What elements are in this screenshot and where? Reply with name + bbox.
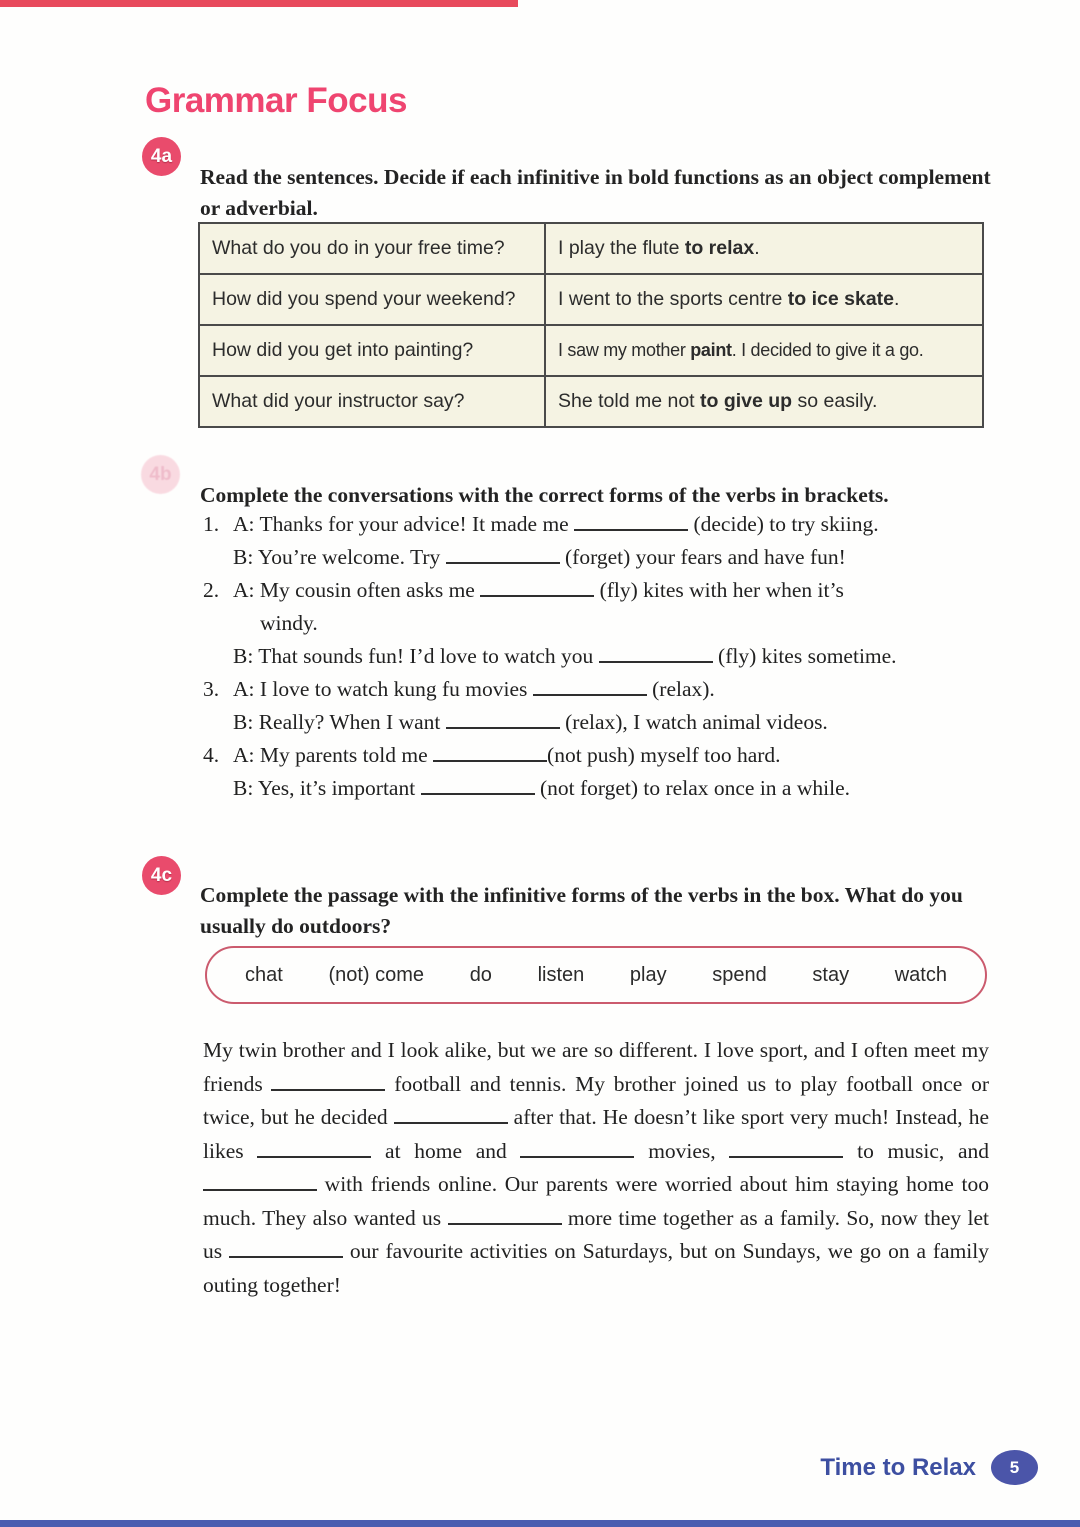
word-box-item: watch <box>894 963 947 986</box>
table-row <box>199 376 983 427</box>
word-box-item: stay <box>812 963 850 986</box>
fill-in-passage: My twin brother and I look alike, but we are so different. I love sport, and I often meet my friends football and tennis. My brother joined us to play football once or twice, but he decided after that. He doesn’t like sport very much! Instead, he likes at home and movies, to music, and with friends online. Our parents were worried about him staying home too much. They also wanted us more time together as a family. So, now they let us our favourite activities on Saturdays, but on Sundays, we go on a family outing together! <box>203 1038 990 1297</box>
section-4c-instruction: Complete the passage with the infinitive forms of the verbs in the box. What do you usually do outdoors? <box>200 882 963 938</box>
dialogue-item <box>203 508 993 574</box>
fill-in-blank[interactable] <box>257 1141 371 1158</box>
word-box-item: do <box>469 963 492 986</box>
dialogue-line: A: Thanks for your advice! It made me (decide) to try skiing. <box>233 512 879 536</box>
word-box-item: play <box>629 963 667 986</box>
page-number-badge: 5 <box>991 1450 1038 1485</box>
conversation-exercise <box>203 508 993 805</box>
dialogue-line: B: Yes, it’s important (not forget) to relax once in a while. <box>233 776 850 800</box>
item-number: 2. <box>203 578 220 602</box>
top-edge-red-bar <box>0 0 518 7</box>
bottom-edge-blue-bar <box>0 1520 1080 1527</box>
word-box-item: spend <box>712 963 767 986</box>
table-row <box>199 223 983 274</box>
item-number: 3. <box>203 677 220 701</box>
dialogue-line-continuation: windy. <box>260 611 318 635</box>
unit-title: Time to Relax <box>820 1453 976 1481</box>
example-sentences-table <box>198 222 984 428</box>
fill-in-blank[interactable] <box>446 712 560 729</box>
dialogue-item <box>203 574 993 673</box>
answer-cell: I play the flute to relax. <box>545 223 983 274</box>
table-row <box>199 325 983 376</box>
dialogue-line: A: I love to watch kung fu movies (relax). <box>233 677 715 701</box>
dialogue-line: B: Really? When I want (relax), I watch animal videos. <box>233 710 828 734</box>
fill-in-blank[interactable] <box>520 1141 634 1158</box>
fill-in-blank[interactable] <box>446 547 560 564</box>
question-cell: How did you get into painting? <box>199 325 545 376</box>
section-4b-badge: 4b <box>141 455 180 494</box>
section-4b-instruction: Complete the conversations with the correct forms of the verbs in brackets. <box>200 482 889 507</box>
fill-in-blank[interactable] <box>271 1074 385 1091</box>
dialogue-line: A: My cousin often asks me (fly) kites with her when it’s <box>233 578 844 602</box>
fill-in-blank[interactable] <box>229 1241 343 1258</box>
section-4a-instruction: Read the sentences. Decide if each infinitive in bold functions as an object complement or adverbial. <box>200 164 991 220</box>
section-4c-badge: 4c <box>142 856 181 895</box>
dialogue-item <box>203 739 993 805</box>
item-number: 1. <box>203 512 220 536</box>
fill-in-blank[interactable] <box>533 679 647 696</box>
fill-in-blank[interactable] <box>448 1208 562 1225</box>
fill-in-blank[interactable] <box>599 646 713 663</box>
item-number: 4. <box>203 743 220 767</box>
fill-in-blank[interactable] <box>421 778 535 795</box>
dialogue-item <box>203 673 993 739</box>
answer-cell: I saw my mother paint. I decided to give it a go. <box>545 325 983 376</box>
page-footer <box>820 1450 1038 1485</box>
fill-in-blank[interactable] <box>203 1174 317 1191</box>
verb-word-box <box>205 946 987 1004</box>
fill-in-blank[interactable] <box>480 580 594 597</box>
dialogue-line: B: You’re welcome. Try (forget) your fears and have fun! <box>233 545 846 569</box>
table-row <box>199 274 983 325</box>
dialogue-line: B: That sounds fun! I’d love to watch you (fly) kites sometime. <box>233 644 897 668</box>
page-title: Grammar Focus <box>145 81 407 121</box>
fill-in-blank[interactable] <box>574 514 688 531</box>
fill-in-blank[interactable] <box>394 1107 508 1124</box>
word-box-item: listen <box>537 963 585 986</box>
word-box-item: chat <box>245 963 283 986</box>
word-box-item: (not) come <box>328 963 425 986</box>
question-cell: How did you spend your weekend? <box>199 274 545 325</box>
answer-cell: She told me not to give up so easily. <box>545 376 983 427</box>
question-cell: What do you do in your free time? <box>199 223 545 274</box>
fill-in-blank[interactable] <box>433 745 547 762</box>
question-cell: What did your instructor say? <box>199 376 545 427</box>
dialogue-line: A: My parents told me (not push) myself too hard. <box>233 743 781 767</box>
answer-cell: I went to the sports centre to ice skate. <box>545 274 983 325</box>
fill-in-blank[interactable] <box>729 1141 843 1158</box>
section-4a-badge: 4a <box>142 137 181 176</box>
